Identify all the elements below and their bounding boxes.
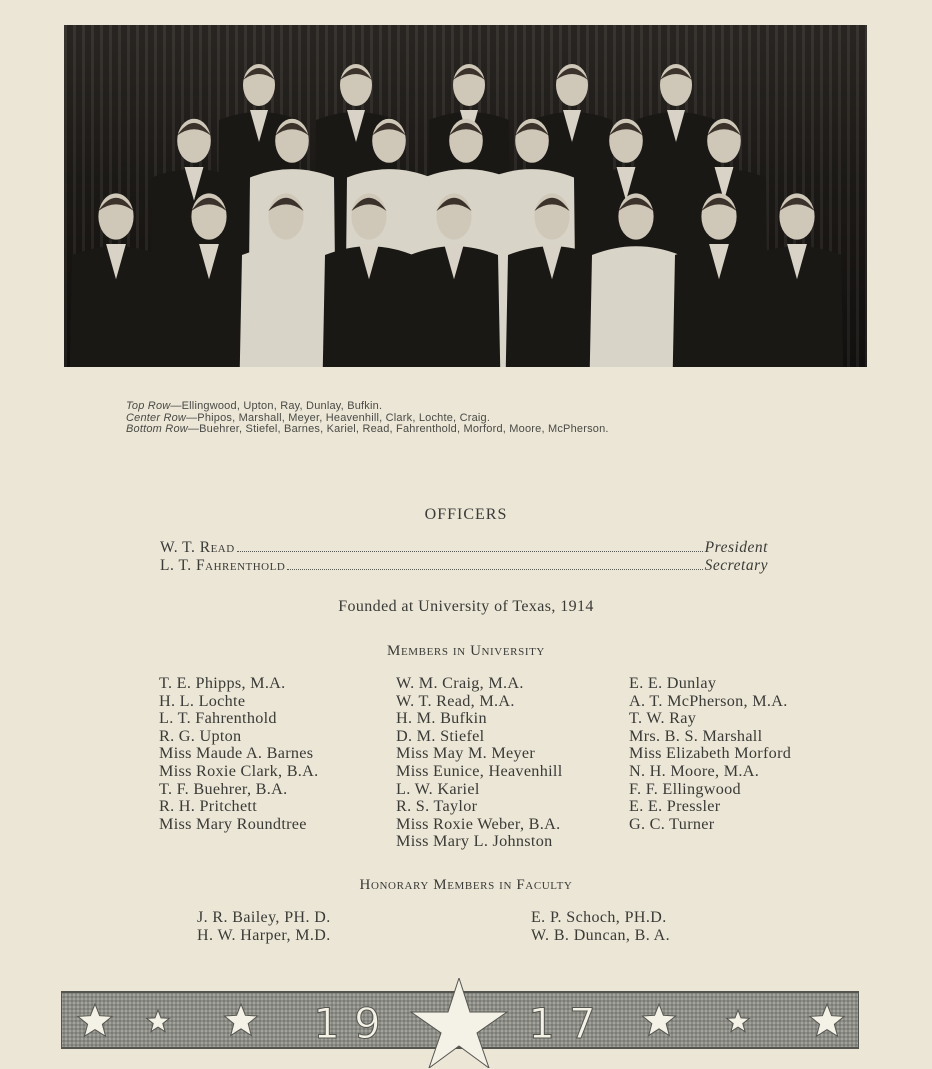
member-name: Mrs. B. S. Marshall: [629, 726, 763, 745]
member-name: Miss Roxie Clark, B.A.: [159, 761, 319, 780]
member-name: Miss Maude A. Barnes: [159, 744, 314, 763]
member-name: Miss Mary Roundtree: [159, 814, 307, 833]
group-photograph: [64, 25, 867, 367]
honorary-member-name: W. B. Duncan, B. A.: [531, 926, 671, 944]
officer-row: [160, 539, 768, 559]
caption-top-row: Top Row—Ellingwood, Upton, Ray, Dunlay, Bufkin.: [126, 400, 383, 412]
member-name: Miss Mary L. Johnston: [396, 832, 553, 851]
year-banner: [61, 978, 859, 1068]
person-body: [240, 246, 332, 367]
caption-center-row: Center Row—Phipos, Marshall, Meyer, Heavenhill, Clark, Lochte, Craig.: [126, 411, 491, 424]
member-name: W. M. Craig, M.A.: [396, 674, 524, 692]
member-name: Miss Eunice, Heavenhill: [396, 761, 563, 780]
member-name: E. E. Pressler: [629, 797, 721, 816]
member-name: F. F. Ellingwood: [629, 779, 741, 798]
group-photograph-figures: [64, 25, 867, 367]
member-name: D. M. Stiefel: [396, 726, 485, 745]
member-name: N. H. Moore, M.A.: [629, 761, 760, 780]
year-left: 19: [313, 999, 395, 1048]
officer-row: [160, 557, 768, 577]
caption-bottom-row: Bottom Row—Buehrer, Stiefel, Barnes, Kariel, Read, Fahrenthold, Morford, Moore, McPherson.: [126, 423, 609, 435]
member-name: L. T. Fahrenthold: [159, 709, 277, 728]
member-name: H. M. Bufkin: [396, 709, 487, 728]
leader-dots: [287, 568, 702, 570]
leader-dots: [237, 550, 703, 552]
members-column-1: [159, 675, 319, 833]
members-column-2: [396, 675, 563, 851]
members-heading: Members in University: [387, 643, 545, 659]
member-name: W. T. Read, M.A.: [396, 691, 515, 710]
honorary-member-name: J. R. Bailey, PH. D.: [197, 909, 331, 926]
honorary-heading: Honorary Members in Faculty: [359, 877, 573, 893]
member-name: T. W. Ray: [629, 709, 697, 728]
member-name: Miss May M. Meyer: [396, 744, 536, 763]
honorary-member-name: H. W. Harper, M.D.: [197, 926, 331, 944]
officer-name: W. T. Read: [160, 539, 235, 556]
year-right: 17: [528, 999, 610, 1048]
honorary-member-name: E. P. Schoch, PH.D.: [531, 909, 667, 926]
member-name: E. E. Dunlay: [629, 674, 717, 692]
member-name: L. W. Kariel: [396, 779, 480, 798]
photo-caption: [126, 401, 826, 436]
officer-title: Secretary: [704, 557, 768, 574]
member-name: Miss Roxie Weber, B.A.: [396, 814, 561, 833]
member-name: T. F. Buehrer, B.A.: [159, 779, 288, 798]
member-name: R. G. Upton: [159, 726, 242, 745]
officers-heading: OFFICERS: [424, 506, 508, 523]
member-name: H. L. Lochte: [159, 691, 246, 710]
honorary-column-1: [197, 909, 331, 944]
member-name: Miss Elizabeth Morford: [629, 744, 792, 763]
members-column-3: [629, 675, 791, 833]
officer-name: L. T. Fahrenthold: [160, 557, 286, 574]
honorary-column-2: [531, 909, 670, 944]
member-name: T. E. Phipps, M.A.: [159, 674, 286, 692]
member-name: A. T. McPherson, M.A.: [629, 691, 788, 710]
person-body: [590, 246, 682, 367]
member-name: R. H. Pritchett: [159, 797, 258, 816]
officer-title: President: [704, 539, 768, 556]
member-name: R. S. Taylor: [396, 797, 478, 816]
founded-line: Founded at University of Texas, 1914: [338, 598, 594, 615]
member-name: G. C. Turner: [629, 814, 715, 833]
